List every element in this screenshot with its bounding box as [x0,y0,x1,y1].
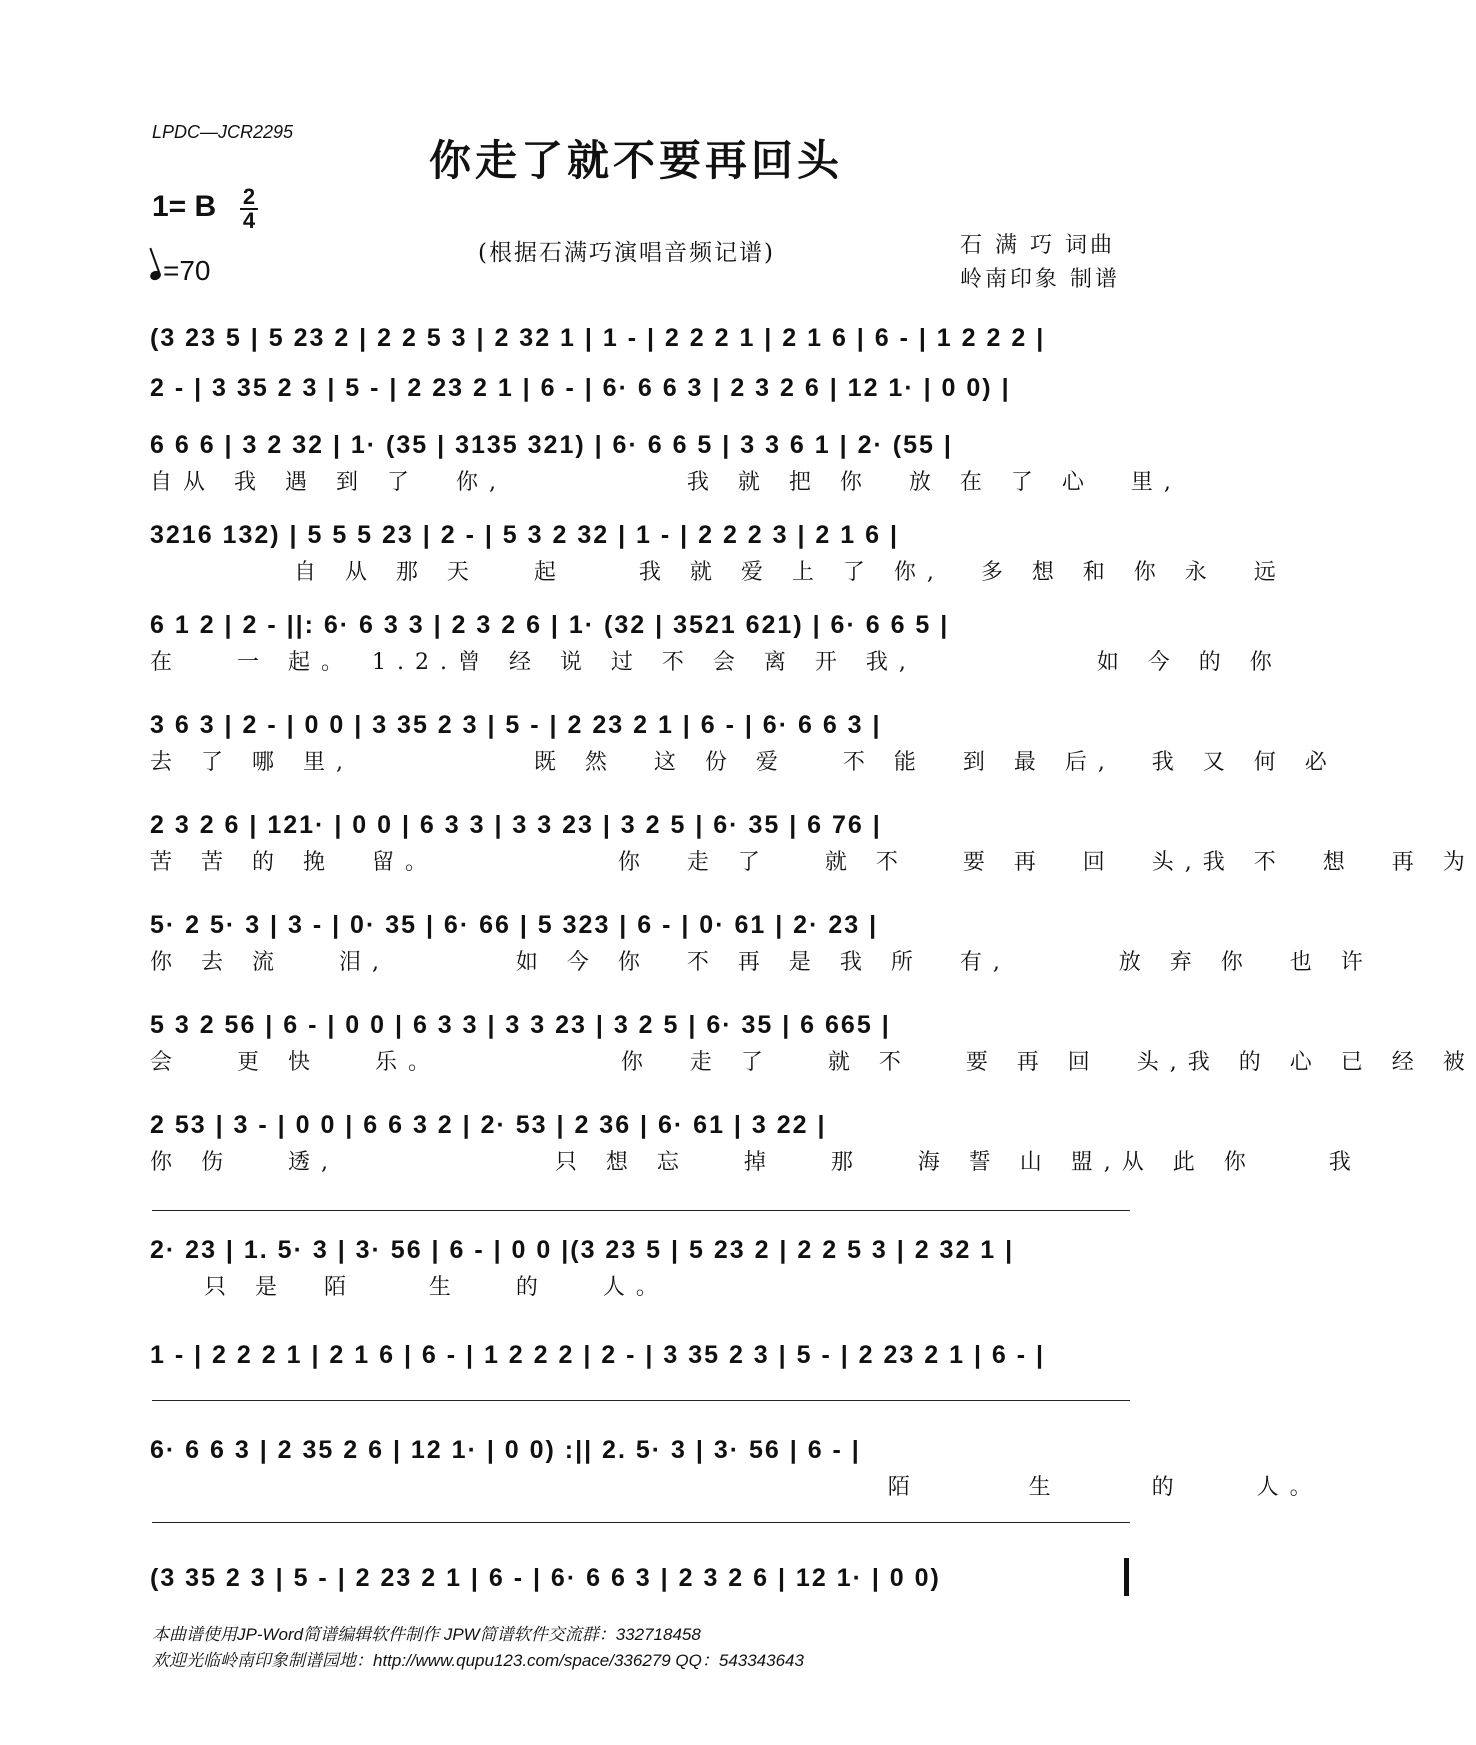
score-line [150,515,1287,587]
subtitle: (根据石满巧演唱音频记谱) [478,240,775,266]
score-line [150,1230,1130,1302]
final-barline [1124,1558,1129,1596]
score-line [150,368,1130,408]
footer-line-1: 本曲谱使用JP-Word简谱编辑软件制作 JPW简谱软件交流群：332718458 [152,1625,701,1644]
score-line [150,805,1476,877]
score-line [150,605,1283,677]
lyrics: 会 更 快 乐。 你 走 了 就 不 要 再 回 头,我 的 心 已 经 被 [150,1050,1476,1075]
credit-lyrics: 石 满 巧 词曲 [960,233,1115,258]
notation: 1 - | 2 2 2 1 | 2 1 6 | 6 - | 1 2 2 2 | 2 - | 3 35 2 3 | 5 - | 2 23 2 1 | 6 - | [150,1341,1046,1369]
lyrics: 自 从 那 天 起 我 就 爱 上 了 你, 多 想 和 你 永 远 [150,560,1287,585]
footer-line-2: 欢迎光临岭南印象制谱园地：http://www.qupu123.com/space/336279 QQ：543343643 [152,1651,804,1670]
credit-transcriber: 岭南印象 制谱 [960,267,1120,292]
notation: 6 1 2 | 2 - ||: 6· 6 3 3 | 2 3 2 6 | 1· (32 | 3521 621) | 6· 6 6 5 | [150,611,950,639]
tempo-value: =70 [163,255,211,286]
score-line [150,705,1338,777]
notation: 6· 6 6 3 | 2 35 2 6 | 12 1· | 0 0) :|| 2. 5· 3 | 3· 56 | 6 - | [150,1436,861,1464]
divider-line [152,1400,1130,1401]
notation: 2 3 2 6 | 121· | 0 0 | 6 3 3 | 3 3 23 | 3 2 5 | 6· 35 | 6 76 | [150,811,882,839]
notation: 2 53 | 3 - | 0 0 | 6 6 3 2 | 2· 53 | 2 36 | 6· 61 | 3 22 | [150,1111,827,1139]
lyrics: 陌 生 的 人。 [150,1475,1323,1500]
score-line [150,1430,1323,1502]
time-signature-top: 2 [242,184,256,209]
key-signature: 1= B [152,190,217,223]
score-line [150,1005,1476,1077]
song-title: 你走了就不要再回头 [428,136,843,185]
divider-line [152,1522,1130,1523]
notation: 2 - | 3 35 2 3 | 5 - | 2 23 2 1 | 6 - | 6· 6 6 3 | 2 3 2 6 | 12 1· | 0 0) | [150,374,1011,402]
time-signature-bottom: 4 [242,208,256,233]
notation: (3 35 2 3 | 5 - | 2 23 2 1 | 6 - | 6· 6 6 3 | 2 3 2 6 | 12 1· | 0 0) [150,1564,941,1592]
score-line [150,318,1130,358]
score-line [150,1335,1130,1375]
notation: 5 3 2 56 | 6 - | 0 0 | 6 3 3 | 3 3 23 | 3 2 5 | 6· 35 | 6 665 | [150,1011,891,1039]
lyrics: 苦 苦 的 挽 留。 你 走 了 就 不 要 再 回 头,我 不 想 再 为 [150,850,1476,875]
notation: 3216 132) | 5 5 5 23 | 2 - | 5 3 2 32 | 1 - | 2 2 2 3 | 2 1 6 | [150,521,899,549]
score-line [150,1105,1362,1177]
notation: 3 6 3 | 2 - | 0 0 | 3 35 2 3 | 5 - | 2 23 2 1 | 6 - | 6· 6 6 3 | [150,711,882,739]
notation: 2· 23 | 1. 5· 3 | 3· 56 | 6 - | 0 0 |(3 23 5 | 5 23 2 | 2 2 5 3 | 2 32 1 | [150,1236,1015,1264]
score-code: LPDC—JCR2295 [152,122,294,142]
lyrics: 只 是 陌 生 的 人。 [150,1275,669,1300]
tempo-marking [150,255,211,287]
lyrics: 去 了 哪 里, 既 然 这 份 爱 不 能 到 最 后, 我 又 何 必 [150,750,1338,775]
lyrics: 自从 我 遇 到 了 你, 我 就 把 你 放 在 了 心 里, [150,470,1182,495]
lyrics: 你 伤 透, 只 想 忘 掉 那 海 誓 山 盟,从 此 你 我 [150,1150,1362,1175]
score-line [150,1558,1130,1598]
lyrics: 你 去 流 泪, 如 今 你 不 再 是 我 所 有, 放 弃 你 也 许 [150,950,1374,975]
volta-bracket-line [152,1210,1130,1211]
notation: (3 23 5 | 5 23 2 | 2 2 5 3 | 2 32 1 | 1 - | 2 2 2 1 | 2 1 6 | 6 - | 1 2 2 2 | [150,324,1046,352]
time-signature [238,186,260,232]
notation: 5· 2 5· 3 | 3 - | 0· 35 | 6· 66 | 5 323 | 6 - | 0· 61 | 2· 23 | [150,911,879,939]
score-line [150,905,1374,977]
score-line [150,425,1182,497]
notation: 6 6 6 | 3 2 32 | 1· (35 | 3135 321) | 6· 6 6 5 | 3 3 6 1 | 2· (55 | [150,431,953,459]
lyrics: 在 一 起。 1.2.曾 经 说 过 不 会 离 开 我, 如 今 的 你 [150,650,1283,675]
quarter-note-icon [149,269,162,281]
